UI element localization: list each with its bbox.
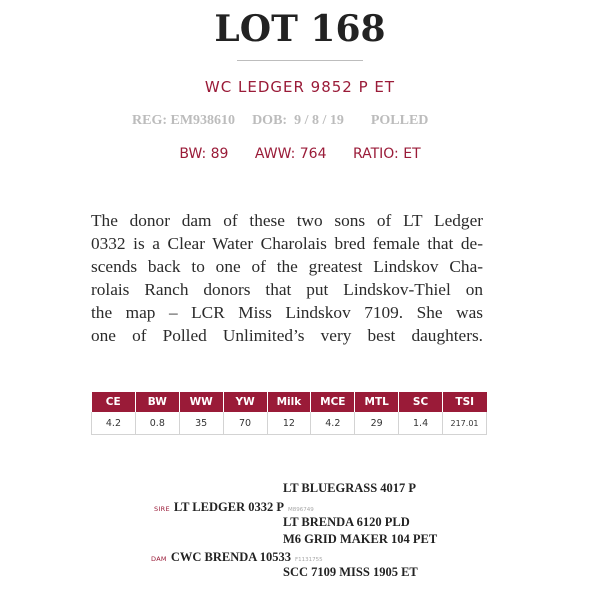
dam-dam: SCC 7109 MISS 1905 ET [283, 565, 418, 579]
epd-value-bw: 0.8 [135, 412, 179, 435]
epd-value-ce: 4.2 [92, 412, 136, 435]
epd-header-bw: BW [135, 392, 179, 412]
dam-line [151, 548, 323, 566]
description-line: The donor dam of these two sons of LT Ledger [91, 211, 483, 230]
description-line: the map – LCR Miss Lindskov 7109. She was [91, 303, 483, 322]
birth-stats [0, 146, 600, 162]
epd-header-yw: YW [223, 392, 267, 412]
epd-header-milk: Milk [267, 392, 311, 412]
reg-number: REG: EM938610 [132, 113, 236, 128]
sire-dam: LT BRENDA 6120 PLD [283, 515, 410, 529]
epd-header-tsi: TSI [443, 392, 487, 412]
epd-value-milk: 12 [267, 412, 311, 435]
description-line: one of Polled Unlimited’s very best daughters. [91, 326, 483, 345]
polled-status: POLLED [370, 113, 429, 128]
registration-line [132, 113, 428, 129]
dam-name: CWC BRENDA 10533 [170, 550, 292, 564]
dam-label: DAM [151, 555, 167, 563]
lot-title: LOT 168 [214, 8, 386, 50]
epd-header-ww: WW [179, 392, 223, 412]
epd-header-sc: SC [399, 392, 443, 412]
epd-header-mce: MCE [311, 392, 355, 412]
bw-stat: BW: 89 [179, 146, 229, 162]
aww-stat: AWW: 764 [254, 146, 327, 162]
epd-header-ce: CE [92, 392, 136, 412]
epd-value-ww: 35 [179, 412, 223, 435]
epd-header-mtl: MTL [355, 392, 399, 412]
description-paragraph [91, 209, 483, 347]
ratio-stat: RATIO: ET [352, 146, 421, 162]
epd-value-sc: 1.4 [399, 412, 443, 435]
epd-header-row [92, 392, 487, 412]
dob: DOB: 9 / 8 / 19 [252, 113, 344, 128]
description-line: scends back to one of the greatest Lindskov Cha- [91, 257, 483, 276]
epd-value-mtl: 29 [355, 412, 399, 435]
title-divider [237, 60, 363, 61]
epd-value-mce: 4.2 [311, 412, 355, 435]
description-line: rolais Ranch donors that put Lindskov-Thiel on [91, 280, 483, 299]
sire-line [154, 498, 314, 516]
dam-reg: F1131755 [295, 557, 323, 563]
sire-name: LT LEDGER 0332 P [173, 500, 284, 514]
sire-label: SIRE [154, 505, 170, 513]
epd-table [91, 392, 487, 435]
epd-value-row [92, 412, 487, 435]
description-line: 0332 is a Clear Water Charolais bred female that de- [91, 234, 483, 253]
epd-value-yw: 70 [223, 412, 267, 435]
epd-value-tsi: 217.01 [443, 412, 487, 435]
sire-reg: M896749 [287, 507, 314, 513]
sire-sire: LT BLUEGRASS 4017 P [283, 481, 417, 495]
dam-sire: M6 GRID MAKER 104 PET [283, 532, 438, 546]
animal-name: WC LEDGER 9852 P ET [204, 78, 396, 96]
